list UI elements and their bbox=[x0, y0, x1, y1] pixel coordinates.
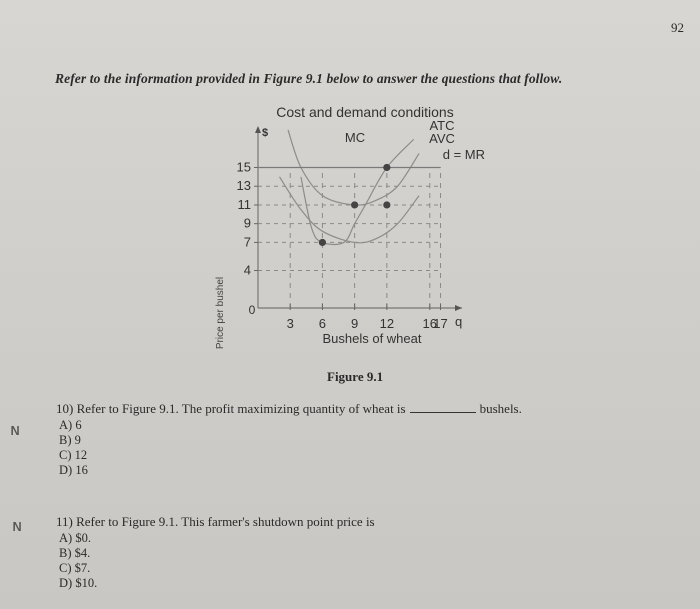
question-10-suffix: bushels. bbox=[479, 401, 522, 416]
x-tick-label: 16 bbox=[422, 316, 438, 331]
data-point bbox=[383, 201, 390, 208]
x-tick-label: 3 bbox=[286, 316, 294, 331]
option-d[interactable]: D) $10. bbox=[59, 576, 98, 590]
curve-label-d-mr: d = MR bbox=[442, 147, 485, 162]
instructions-text: Refer to the information provided in Figure 9.1 below to answer the questions that follow. bbox=[55, 71, 563, 86]
curves bbox=[258, 118, 485, 244]
question-10-options bbox=[56, 418, 522, 478]
gridlines bbox=[258, 167, 441, 308]
handwritten-mark-q11: ɴ bbox=[12, 516, 23, 535]
answer-blank bbox=[410, 402, 476, 413]
x-axis-end-label: q bbox=[455, 314, 463, 329]
curve-avc bbox=[279, 177, 419, 243]
question-11-prompt: 11) Refer to Figure 9.1. This farmer's shutdown point price is bbox=[56, 514, 375, 529]
question-10 bbox=[56, 401, 522, 478]
option-b[interactable]: B) 9 bbox=[59, 433, 81, 447]
y-axis-label: Price per bushel bbox=[215, 276, 226, 350]
x-axis-arrow bbox=[455, 305, 462, 311]
figure-caption: Figure 9.1 bbox=[327, 369, 384, 384]
data-point bbox=[319, 239, 326, 246]
question-11 bbox=[56, 514, 375, 591]
question-10-prompt: 10) Refer to Figure 9.1. The profit maximizing quantity of wheat is bbox=[56, 401, 406, 416]
curve-label-mc: MC bbox=[344, 130, 366, 145]
x-tick-label: 12 bbox=[379, 316, 395, 331]
option-a[interactable]: A) 6 bbox=[59, 418, 82, 432]
option-c[interactable]: C) $7. bbox=[59, 561, 91, 575]
x-tick-label: 6 bbox=[318, 316, 327, 331]
curve-label-atc: ATC bbox=[429, 118, 455, 133]
data-point bbox=[383, 164, 390, 171]
x-tick-label: 9 bbox=[351, 316, 359, 331]
x-tick-label: 17 bbox=[433, 316, 448, 331]
y-tick-label: 4 bbox=[243, 262, 251, 278]
page-number: 92 bbox=[671, 20, 684, 35]
option-b[interactable]: B) $4. bbox=[59, 546, 91, 560]
option-a[interactable]: A) $0. bbox=[59, 531, 91, 545]
question-10-line bbox=[56, 401, 522, 417]
handwritten-mark-q10: ɴ bbox=[10, 420, 21, 439]
option-d[interactable]: D) 16 bbox=[59, 463, 88, 477]
curve-label-avc: AVC bbox=[429, 131, 455, 146]
y-tick-label: 9 bbox=[243, 215, 251, 231]
axes bbox=[255, 126, 462, 311]
y-axis-arrow bbox=[255, 126, 261, 133]
question-11-options bbox=[56, 531, 375, 591]
cost-demand-chart bbox=[210, 100, 500, 360]
x-tick-label: 0 bbox=[248, 303, 256, 317]
data-point bbox=[351, 201, 358, 208]
ticks bbox=[237, 159, 448, 331]
x-axis-label: Bushels of wheat bbox=[322, 331, 422, 346]
option-c[interactable]: C) 12 bbox=[59, 448, 88, 462]
y-tick-label: 11 bbox=[237, 196, 251, 212]
y-axis-top-label: $ bbox=[262, 127, 269, 139]
y-tick-label: 15 bbox=[236, 159, 251, 175]
y-tick-label: 7 bbox=[243, 234, 251, 250]
y-tick-label: 13 bbox=[236, 178, 251, 194]
chart-title: Cost and demand conditions bbox=[276, 104, 454, 120]
